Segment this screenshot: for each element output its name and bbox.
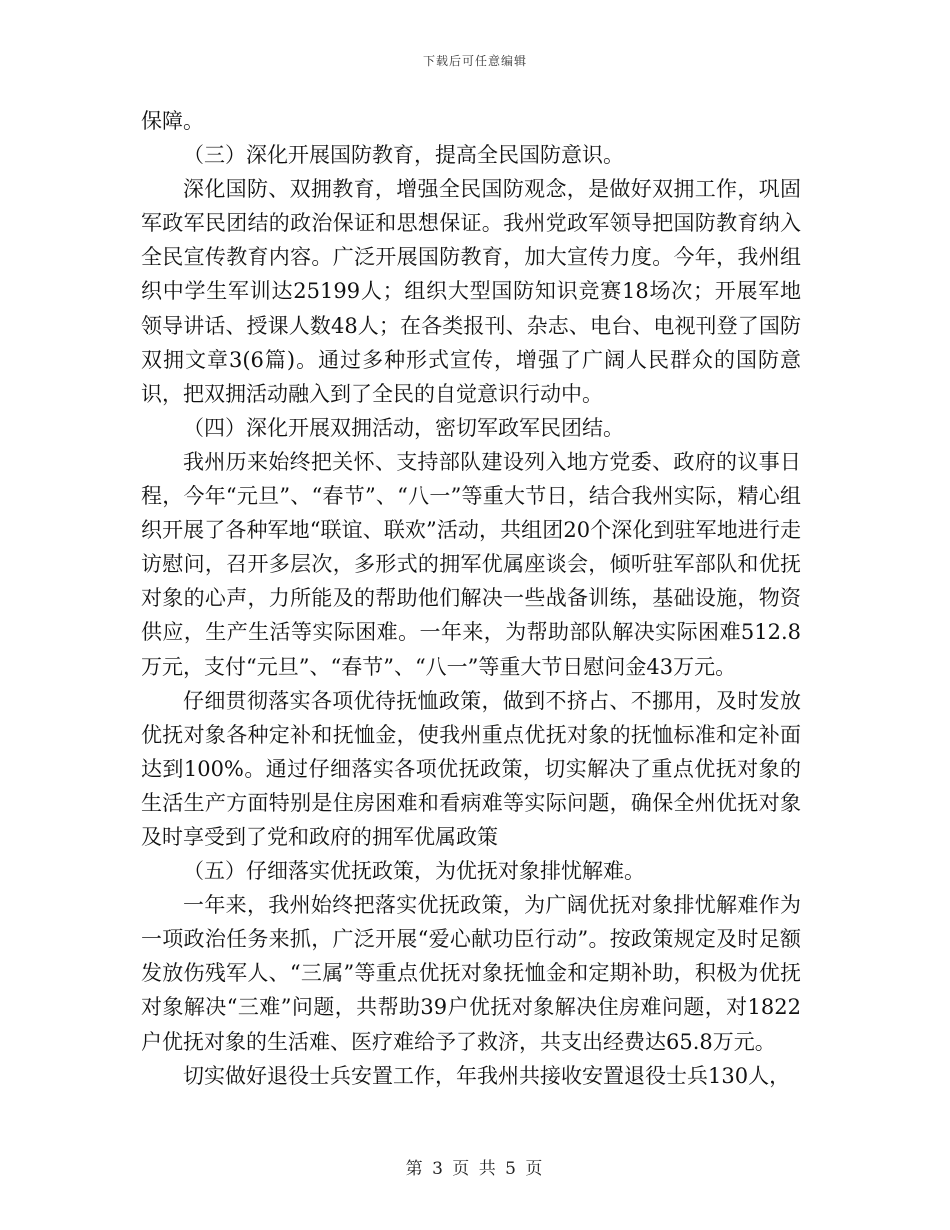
section-heading: （四）深化开展双拥活动，密切军政军民团结。 xyxy=(183,415,624,440)
paragraph: 我州历来始终把关怀、支持部队建设列入地方党委、政府的议事日程，今年“元旦”、“春节”、“八一”等重大节日，结合我州实际，精心组织开展了各种军地“联谊、联欢”活动，共组团20个深化到驻军地进行走访慰问，召开多层次，多形式的拥军优属座谈会，倾听驻军部队和优抚对象的心声，力所能及的帮助他们解决一些战备训练，基础设施，物资供应，生产生活等实际困难。一年来，为帮助部队解决实际困难512.8万元，支付“元旦”、“春节”、“八一”等重大节日慰问金43万元。 xyxy=(141,449,801,679)
paragraph: 深化国防、双拥教育，增强全民国防观念，是做好双拥工作，巩固军政军民团结的政治保证和思想保证。我州党政军领导把国防教育纳入全民宣传教育内容。广泛开展国防教育，加大宣传力度。今年，我州组织中学生军训达25199人；组织大型国防知识竞赛18场次；开展军地领导讲话、授课人数48人；在各类报刊、杂志、电台、电视刊登了国防双拥文章3(6篇)。通过多种形式宣传，增强了广阔人民群众的国防意识，把双拥活动融入到了全民的自觉意识行动中。 xyxy=(141,177,801,406)
page-number-footer: 第 3 页 共 5 页 xyxy=(405,1159,545,1179)
paragraph: 一年来，我州始终把落实优抚政策，为广阔优抚对象排忧解难作为一项政治任务来抓，广泛开展“爱心献功臣行动”。按政策规定及时足额发放伤残军人、“三属”等重点优抚对象抚恤金和定期补助，积极为优抚对象解决“三难”问题，共帮助39户优抚对象解决住房难问题，对1822户优抚对象的生活难、医疗难给予了救济，共支出经费达65.8万元。 xyxy=(141,893,801,1054)
paragraph: 切实做好退役士兵安置工作，年我州共接收安置退役士兵130人， xyxy=(183,1063,791,1088)
paragraph: 仔细贯彻落实各项优待抚恤政策，做到不挤占、不挪用，及时发放优抚对象各种定补和抚恤金，使我州重点优抚对象的抚恤标准和定补面达到100%。通过仔细落实各项优抚政策，切实解决了重点优抚对象的生活生产方面特别是住房困难和看病难等实际问题，确保全州优抚对象及时享受到了党和政府的拥军优属政策 xyxy=(141,688,801,849)
paragraph: 保障。 xyxy=(141,109,204,133)
document-body xyxy=(141,104,801,1093)
page-header-note: 下载后可任意编辑 xyxy=(422,54,527,68)
section-heading: （三）深化开展国防教育，提高全民国防意识。 xyxy=(183,143,624,168)
section-heading: （五）仔细落实优抚政策，为优抚对象排忧解难。 xyxy=(183,859,645,884)
